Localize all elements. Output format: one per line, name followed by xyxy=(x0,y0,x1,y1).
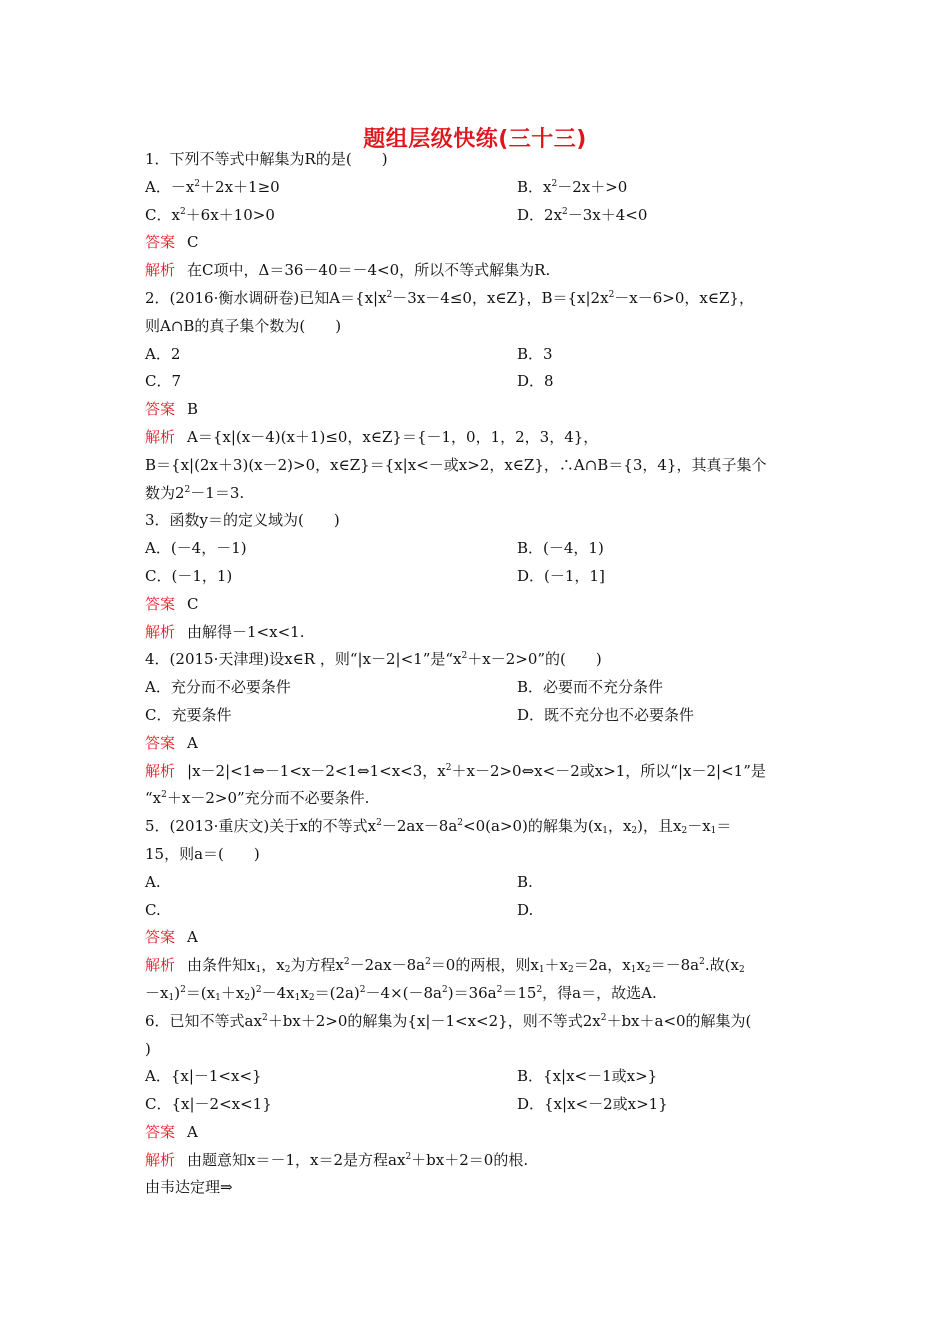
analysis-line xyxy=(145,480,807,508)
option: B. xyxy=(517,872,533,891)
option: D．(－1，1] xyxy=(517,566,605,585)
analysis-text: A＝{x|(x－4)(x＋1)≤0，x∈Z}＝{－1，0，1，2，3，4}， xyxy=(187,427,599,446)
analysis-text: B＝{x|(2x＋3)(x－2)>0，x∈Z}＝{x|x<－或x>2，x∈Z}，∴A∩B＝{3，4}，其真子集个 xyxy=(145,455,767,474)
option: D．{x|x<－2或x>1} xyxy=(517,1095,668,1114)
analysis-label: 解析 xyxy=(145,427,176,446)
answer-value: A xyxy=(187,733,198,752)
option-row xyxy=(145,674,807,702)
analysis-text: 由条件知$x_1$，$x_2$为方程$x^2-2ax-8a^2=0$的两根，则$x_1+x_2=2a$，$x_1x_2=-8a^2$.故($x_2$ xyxy=(187,956,745,976)
problem-1 xyxy=(145,146,807,285)
problem-stem: 15，则a＝( ) xyxy=(145,844,260,863)
analysis-text: 由题意知x＝－1，x＝2是方程$ax^2+bx+2=0$的根. xyxy=(187,1150,529,1169)
analysis-label: 解析 xyxy=(145,1150,176,1169)
problem-2 xyxy=(145,285,807,507)
answer-label: 答案 xyxy=(145,594,176,613)
option: A．$-x^2+2x+1\ge 0$ xyxy=(145,177,280,196)
analysis-line xyxy=(145,952,807,980)
analysis-continuation: 由韦达定理⇒ xyxy=(145,1178,233,1197)
analysis-line xyxy=(145,980,807,1008)
option: A．2 xyxy=(145,344,181,363)
analysis-line xyxy=(145,424,807,452)
problem-3 xyxy=(145,507,807,646)
answer-line xyxy=(145,1119,807,1147)
problem-stem: 5．(2013·重庆文)关于x的不等式$x^2-2ax-8a^2<0(a>0)$的解集为($x_1$，$x_2$)，且$x_2-x_1=$ xyxy=(145,817,732,837)
option-row xyxy=(145,368,807,396)
answer-value: C xyxy=(187,594,199,613)
answer-line xyxy=(145,396,807,424)
analysis-label: 解析 xyxy=(145,261,176,280)
option: D. xyxy=(517,900,534,919)
option: C．充要条件 xyxy=(145,705,232,724)
analysis-label: 解析 xyxy=(145,956,176,975)
option-row xyxy=(145,202,807,230)
answer-line xyxy=(145,591,807,619)
problem-stem: 1．下列不等式中解集为R的是( ) xyxy=(145,150,388,168)
option-row xyxy=(145,535,807,563)
option-row xyxy=(145,563,807,591)
option: D．$2x^2-3x+4<0$ xyxy=(517,205,648,224)
option-row xyxy=(145,869,807,897)
problem-5 xyxy=(145,813,807,1008)
answer-label: 答案 xyxy=(145,733,176,752)
option: D．既不充分也不必要条件 xyxy=(517,705,695,724)
analysis-label: 解析 xyxy=(145,761,176,780)
answer-line xyxy=(145,924,807,952)
option: A．充分而不必要条件 xyxy=(145,678,291,697)
answer-label: 答案 xyxy=(145,233,176,252)
problem-stem: 6．已知不等式$ax^2+bx+2>0$的解集为{x|－1<x<2}，则不等式$2x^2+bx+a<0$的解集为( xyxy=(145,1011,752,1030)
option: C．(－1，1) xyxy=(145,566,233,585)
analysis-text: $-x_1)^2=(x_1+x_2)^2-4x_1x_2=(2a)^2-4\times(-8a^2)=36a^2=15^2$，得a＝，故选A. xyxy=(145,983,657,1003)
option-row xyxy=(145,1091,807,1119)
analysis-text: 在C项中，Δ＝36－40＝－4<0，所以不等式解集为R. xyxy=(187,261,551,280)
analysis-line xyxy=(145,452,807,480)
analysis-line xyxy=(145,1147,807,1175)
answer-line xyxy=(145,730,807,758)
answer-label: 答案 xyxy=(145,1122,176,1141)
option: B．必要而不充分条件 xyxy=(517,678,664,697)
option: B．{x|x<－1或x>} xyxy=(517,1067,658,1086)
analysis-line xyxy=(145,619,807,647)
option: B．$x^2-2x+>0$ xyxy=(517,177,628,196)
analysis-label: 解析 xyxy=(145,622,176,641)
option: C. xyxy=(145,900,161,919)
option-row xyxy=(145,702,807,730)
problem-stem: 则A∩B的真子集个数为( ) xyxy=(145,316,342,335)
answer-value: A xyxy=(187,928,198,947)
answer-label: 答案 xyxy=(145,928,176,947)
problem-4 xyxy=(145,646,807,813)
answer-value: A xyxy=(187,1122,198,1141)
problem-stem: 2．(2016·衡水调研卷)已知$A=\{x|x^2-3x-4\le 0$，x∈Z}，$B=\{x|2x^2-x-6>0$，x∈Z}， xyxy=(145,288,754,307)
analysis-line xyxy=(145,758,807,786)
problem-stem: 4．(2015·天津理)设x∈R ，则“|x－2|<1”是“$x^2+x-2>0$”的( ) xyxy=(145,650,602,669)
option: A．(－4，－1) xyxy=(145,539,247,558)
analysis-text: “$x^2+x-2>0$”充分而不必要条件. xyxy=(145,789,370,808)
analysis-line xyxy=(145,257,807,285)
option-row xyxy=(145,174,807,202)
answer-label: 答案 xyxy=(145,400,176,419)
answer-value: B xyxy=(187,400,199,419)
option: C．$x^2+6x+10>0$ xyxy=(145,205,275,224)
page-title: 题组层级快练(三十三) xyxy=(363,127,587,152)
option: B．3 xyxy=(517,344,553,363)
analysis-text: 由解得－1<x<1. xyxy=(187,622,305,641)
option: C．{x|－2<x<1} xyxy=(145,1095,272,1114)
option-row xyxy=(145,1063,807,1091)
analysis-text: 数为$2^2-1=3$. xyxy=(145,483,245,502)
analysis-line xyxy=(145,785,807,813)
option: A. xyxy=(145,872,161,891)
option: D．8 xyxy=(517,372,554,391)
option-row xyxy=(145,897,807,925)
problem-list xyxy=(145,146,807,1202)
option-row xyxy=(145,341,807,369)
analysis-text: |x－2|<1⇔－1<x－2<1⇔1<x<3，$x^2+x-2>0\Leftrightarrow x<-2$或x>1，所以“|x－2|<1”是 xyxy=(187,761,766,780)
problem-stem: 3．函数y＝的定义域为( ) xyxy=(145,511,340,530)
problem-stem: ) xyxy=(145,1039,151,1058)
option: B．(－4，1) xyxy=(517,539,604,558)
answer-value: C xyxy=(187,233,199,252)
option: C．7 xyxy=(145,372,182,391)
option: A．{x|－1<x<} xyxy=(145,1067,262,1086)
problem-6 xyxy=(145,1008,807,1203)
answer-line xyxy=(145,229,807,257)
